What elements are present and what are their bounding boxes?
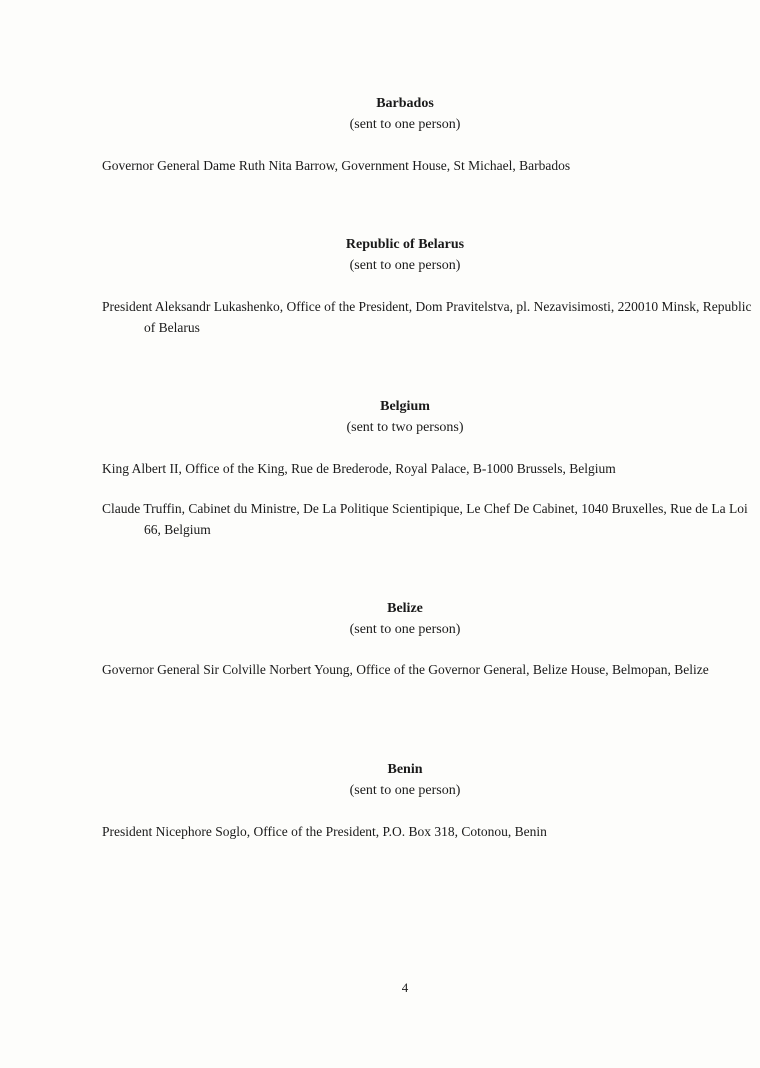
section-note-belarus: (sent to one person)	[349, 258, 461, 273]
section-heading-benin: Benin	[387, 762, 423, 777]
page-number: 4	[401, 980, 409, 995]
section-heading-belgium: Belgium	[380, 399, 430, 414]
section-note-barbados: (sent to one person)	[349, 117, 461, 132]
recipient-entry: Claude Truffin, Cabinet du Ministre, De La Politique Scientipique, Le Chef De Cabinet, 1040 Bruxelles, Rue de La Loi 66, Belgium	[102, 501, 748, 537]
section-note-benin: (sent to one person)	[349, 783, 461, 798]
section-heading-barbados: Barbados	[376, 96, 434, 111]
section-heading-belarus: Republic of Belarus	[345, 237, 465, 252]
section-note-belgium: (sent to two persons)	[346, 420, 464, 435]
recipient-entry: President Aleksandr Lukashenko, Office of the President, Dom Pravitelstva, pl. Nezavisimosti, 220010 Minsk, Republic of Belarus	[102, 299, 752, 335]
section-note-belize: (sent to one person)	[349, 622, 461, 637]
recipient-entry: King Albert II, Office of the King, Rue de Brederode, Royal Palace, B-1000 Brussels, Belgium	[102, 461, 616, 476]
section-heading-belize: Belize	[387, 601, 423, 616]
recipient-entry: President Nicephore Soglo, Office of the President, P.O. Box 318, Cotonou, Benin	[102, 824, 547, 839]
recipient-entry: Governor General Dame Ruth Nita Barrow, Government House, St Michael, Barbados	[102, 158, 571, 173]
recipient-entry: Governor General Sir Colville Norbert Young, Office of the Governor General, Belize House, Belmopan, Belize	[102, 662, 709, 677]
